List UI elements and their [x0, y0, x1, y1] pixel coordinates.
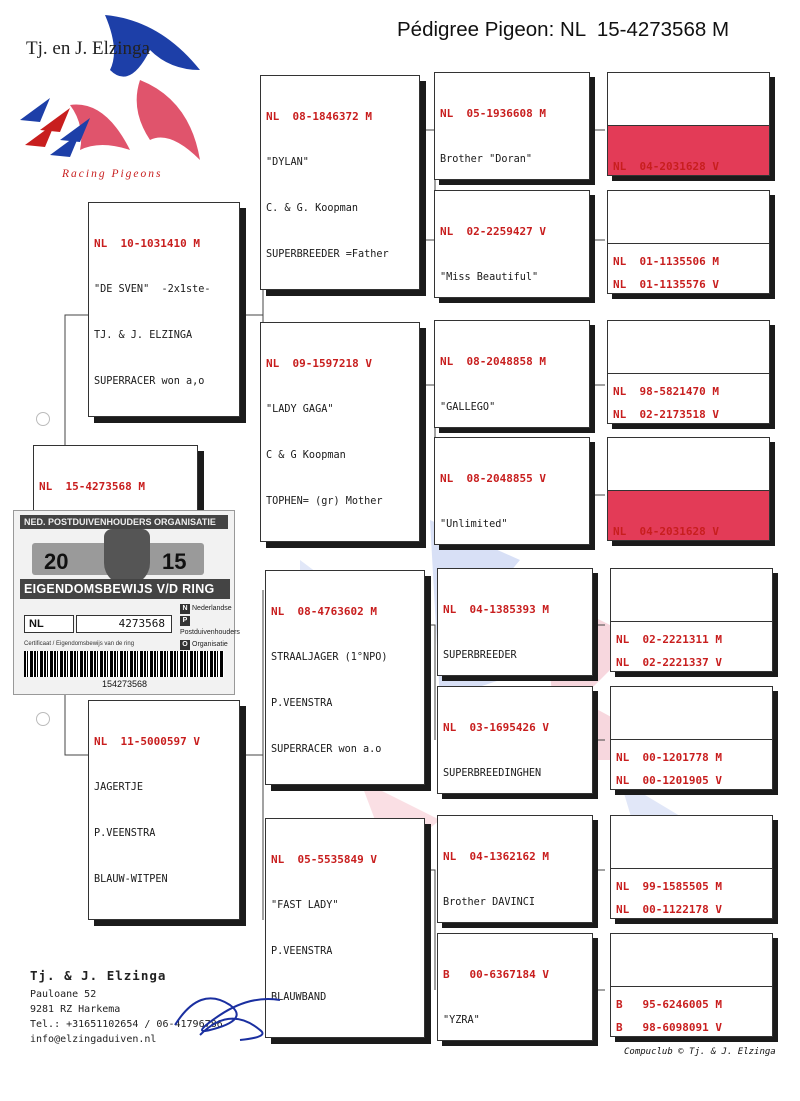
- great-grandparent-card: [434, 72, 590, 180]
- breeder-city: 9281 RZ Harkema: [30, 1004, 121, 1015]
- npo-logo: N Nederlandse PPostduivenhouders O Organisatie: [180, 605, 240, 648]
- grandparent-line: P.VEENSTRA: [271, 946, 333, 958]
- grandparent-line: "LADY GAGA": [266, 404, 334, 416]
- mother-line: [94, 918, 234, 920]
- ancestor-pair-card: [610, 933, 773, 1037]
- grandparent-card: [260, 322, 420, 542]
- father-line: SUPERRACER won a,o: [94, 375, 205, 387]
- grandparent-line: STRAALJAGER (1°NPO): [271, 652, 388, 664]
- barcode-icon: [24, 651, 224, 677]
- great-grandparent-card: [437, 686, 593, 794]
- ring-cert-text: Certificaat / Eigendomsbewijs van de ring: [24, 641, 135, 647]
- mother-line: JAGERTJE: [94, 782, 144, 794]
- great-grandparent-ring: NL 05-1936608 M: [440, 106, 546, 120]
- ancestor-ring: NL 98-5821470 M: [613, 385, 719, 399]
- great-grandparent-ring: NL 04-1385393 M: [443, 602, 549, 616]
- logo-graphic: [10, 10, 210, 180]
- mother-line: BLAUW-WITPEN: [94, 873, 168, 885]
- lion-crest-icon: [104, 529, 150, 585]
- ancestor-ring: B 98-6098091 V: [616, 1020, 722, 1034]
- ring-number: 4273568: [76, 615, 172, 633]
- great-grandparent-line: Brother DAVINCI: [443, 897, 536, 909]
- ring-org: NED. POSTDUIVENHOUDERS ORGANISATIE: [20, 515, 228, 529]
- great-grandparent-line: SUPERBREEDINGHEN: [443, 768, 542, 780]
- great-grandparent-line: "YZRA": [443, 1015, 480, 1027]
- subject-card: [33, 445, 198, 515]
- great-grandparent-ring: NL 02-2259427 V: [440, 224, 546, 238]
- great-grandparent-line: "Unlimited": [440, 519, 508, 531]
- grandparent-line: "FAST LADY": [271, 900, 339, 912]
- ancestor-ring: NL 02-2221311 M: [616, 633, 722, 647]
- logo-name: Tj. en J. Elzinga: [26, 38, 150, 59]
- ancestor-ring: NL 00-1201778 M: [616, 751, 722, 765]
- subject-ring: NL 15-4273568 M: [39, 479, 145, 493]
- ancestor-pair-card: [610, 815, 773, 919]
- grandparent-card: [265, 570, 425, 785]
- breeder-street: Pauloane 52: [30, 989, 97, 1000]
- grandparent-card: [260, 75, 420, 290]
- ancestor-ring: NL 04-2031628 V: [613, 524, 719, 538]
- great-grandparent-card: [434, 437, 590, 545]
- punch-hole: [36, 712, 50, 726]
- father-line: TJ. & J. ELZINGA: [94, 330, 193, 342]
- mother-card: [88, 700, 240, 920]
- great-grandparent-card: [434, 190, 590, 298]
- ancestor-ring: NL 02-2221337 V: [616, 655, 722, 669]
- grandparent-line: C. & G. Koopman: [266, 203, 359, 215]
- ring-certificate: [13, 510, 240, 695]
- grandparent-line: "DYLAN": [266, 157, 309, 169]
- ring-year-right: 15: [162, 549, 187, 574]
- great-grandparent-ring: NL 04-1362162 M: [443, 849, 549, 863]
- barcode-number: 154273568: [102, 679, 148, 689]
- grandparent-line: TOPHEN= (gr) Mother: [266, 495, 383, 507]
- ring-eigendom-label: EIGENDOMSBEWIJS V/D RING: [20, 579, 230, 599]
- ancestor-pair-card: [610, 686, 773, 790]
- breeder-email: info@elzingaduiven.nl: [30, 1034, 157, 1045]
- mother-ring: NL 11-5000597 V: [94, 734, 200, 748]
- grandparent-ring: NL 09-1597218 V: [266, 356, 372, 370]
- breeder-phone: Tel.: +31651102654 / 06-41796786: [30, 1019, 223, 1030]
- ancestor-ring: NL 01-1135506 M: [613, 255, 719, 269]
- great-grandparent-line: "GALLEGO": [440, 402, 496, 414]
- ancestor-ring: B 95-6246005 M: [616, 998, 722, 1012]
- great-grandparent-card: [437, 815, 593, 923]
- ancestor-ring: NL 01-1135576 V: [613, 277, 719, 291]
- great-grandparent-line: SUPERBREEDER: [443, 650, 517, 662]
- ancestor-ring: NL 00-1201905 V: [616, 773, 722, 787]
- great-grandparent-line: "Miss Beautiful": [440, 272, 539, 284]
- great-grandparent-line: Brother "Doran": [440, 154, 533, 166]
- grandparent-line: [271, 1036, 419, 1038]
- ancestor-pair-card: [607, 190, 770, 294]
- ring-country: NL: [24, 615, 74, 633]
- great-grandparent-ring: NL 03-1695426 V: [443, 720, 549, 734]
- grandparent-ring: NL 08-1846372 M: [266, 109, 372, 123]
- grandparent-line: SUPERRACER won a.o: [271, 743, 382, 755]
- ring-year-left: 20: [44, 549, 69, 574]
- ancestor-ring: NL 04-2031628 V: [613, 159, 719, 173]
- credit-line: Compuclub © Tj. & J. Elzinga: [624, 1047, 776, 1057]
- ancestor-ring: NL 99-1585505 M: [616, 880, 722, 894]
- father-line: "DE SVEN" -2x1ste-: [94, 284, 211, 296]
- grandparent-line: C & G Koopman: [266, 450, 346, 462]
- ancestor-ring: NL 02-2173518 V: [613, 407, 719, 421]
- ancestor-pair-card: [607, 437, 770, 541]
- breeder-name: Tj. & J. Elzinga: [30, 968, 167, 983]
- great-grandparent-ring: B 00-6367184 V: [443, 967, 549, 981]
- punch-hole: [36, 412, 50, 426]
- great-grandparent-ring: NL 08-2048855 V: [440, 471, 546, 485]
- grandparent-line: BLAUWBAND: [271, 991, 327, 1003]
- ancestor-pair-card: [607, 320, 770, 424]
- signature-graphic: [170, 975, 290, 1045]
- mother-line: P.VEENSTRA: [94, 828, 156, 840]
- grandparent-ring: NL 08-4763602 M: [271, 604, 377, 618]
- great-grandparent-card: [437, 568, 593, 676]
- grandparent-line: P.VEENSTRA: [271, 698, 333, 710]
- great-grandparent-card: [434, 320, 590, 428]
- grandparent-ring: NL 05-5535849 V: [271, 852, 377, 866]
- grandparent-line: [266, 540, 414, 542]
- great-grandparent-card: [437, 933, 593, 1041]
- logo-tagline: Racing Pigeons: [62, 168, 163, 180]
- father-card: [88, 202, 240, 417]
- ancestor-pair-card: [610, 568, 773, 672]
- father-ring: NL 10-1031410 M: [94, 236, 200, 250]
- ancestor-ring: NL 00-1122178 V: [616, 902, 722, 916]
- ancestor-pair-card: [607, 72, 770, 176]
- grandparent-line: SUPERBREEDER =Father: [266, 248, 389, 260]
- great-grandparent-ring: NL 08-2048858 M: [440, 354, 546, 368]
- page-title: Pédigree Pigeon: NL 15-4273568 M: [397, 18, 730, 41]
